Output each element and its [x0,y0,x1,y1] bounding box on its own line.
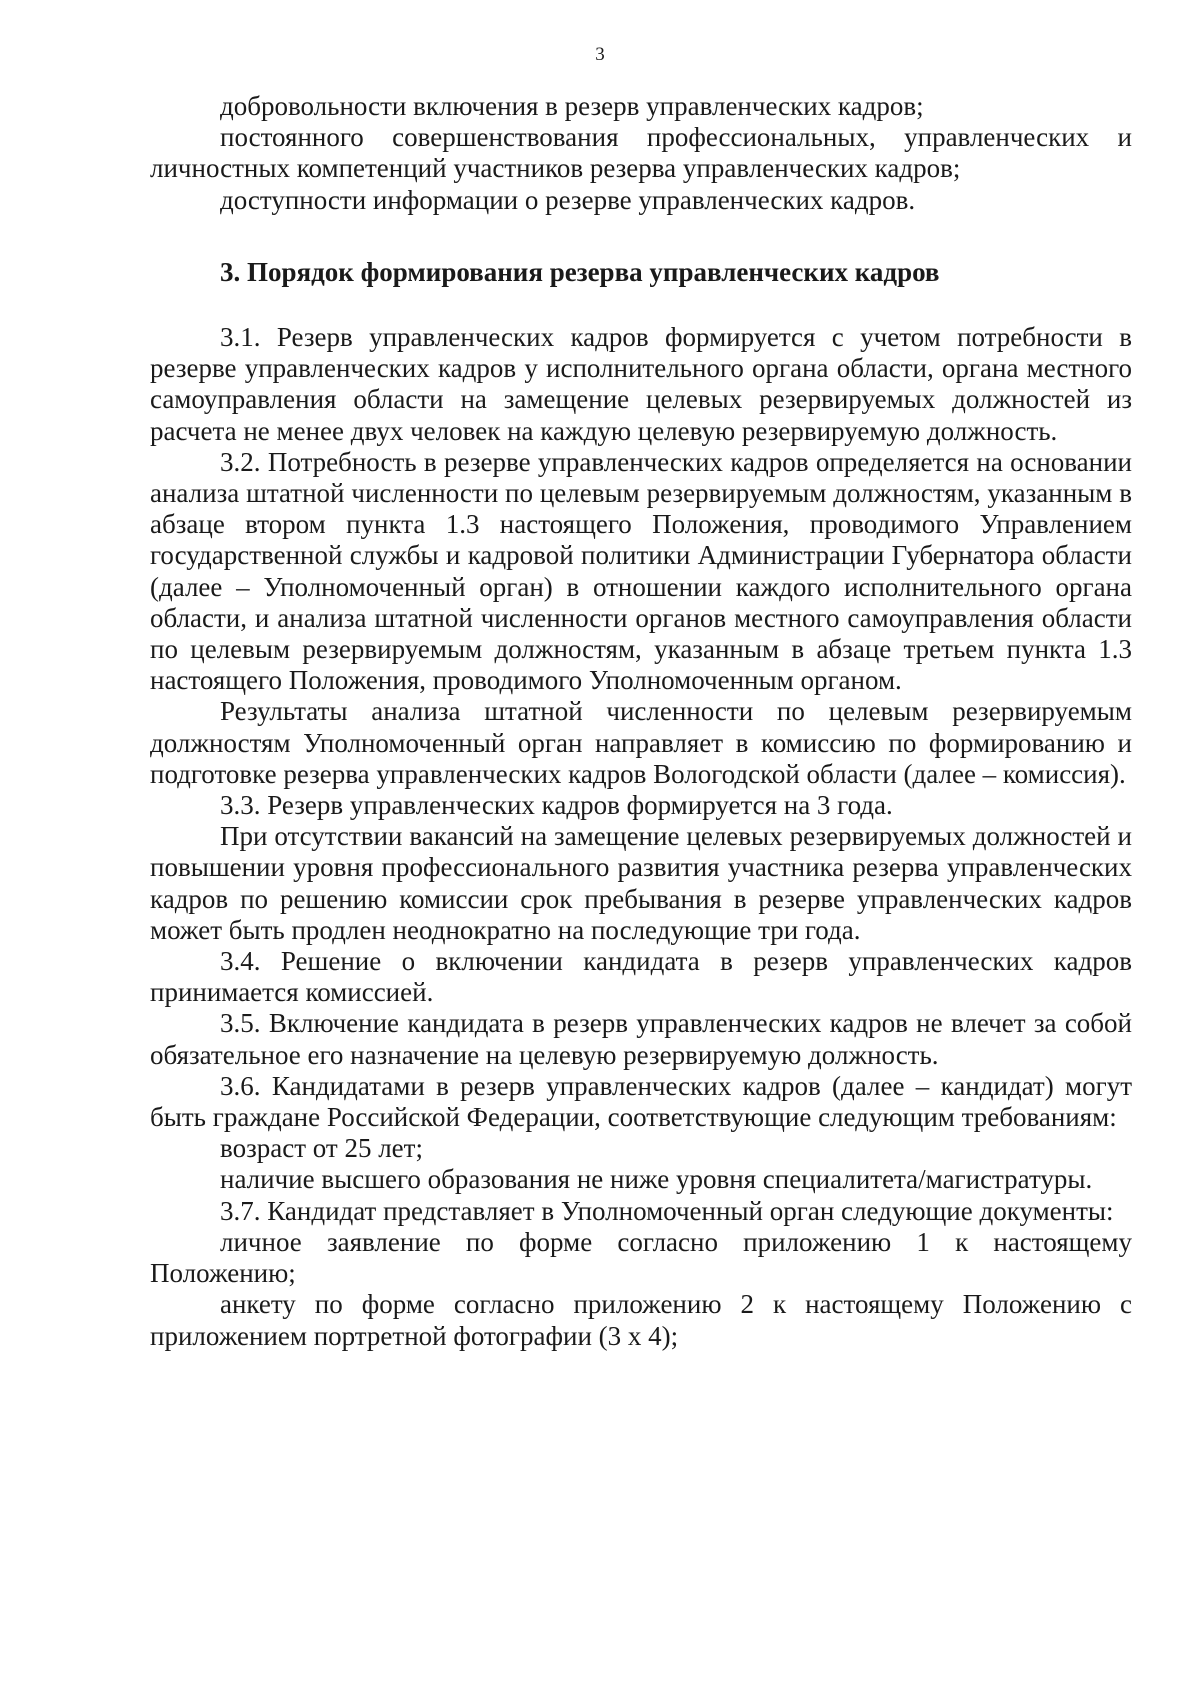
document-questionnaire: анкету по форме согласно приложению 2 к настоящему Положению с приложением портретной фотографии (3 х 4); [150,1289,1132,1351]
intro-paragraph: добровольности включения в резерв управленческих кадров; [220,91,924,121]
page-number: 3 [595,44,605,65]
paragraph-3-1: 3.1. Резерв управленческих кадров формируется с учетом потребности в резерве управленческих кадров у исполнительного органа области, органа местного самоуправления области на замещение целевых резервируемых должностей из расчета не менее двух человек на каждую целевую резервируемую должность. [150,322,1132,446]
paragraph-3-5: 3.5. Включение кандидата в резерв управленческих кадров не влечет за собой обязательное его назначение на целевую резервируемую должность. [150,1008,1132,1070]
paragraph-3-2: 3.2. Потребность в резерве управленческих кадров определяется на основании анализа штатной численности по целевым резервируемым должностям, указанным в абзаце втором пункта 1.3 настоящего Положения, проводимого Управлением государственной службы и кадровой политики Администрации Губернатора области (далее – Уполномоченный орган) в отношении каждого исполнительного органа области, и анализа штатной численности органов местного самоуправления области по целевым резервируемым должностям, указанным в абзаце третьем пункта 1.3 настоящего Положения, проводимого Уполномоченным органом. [150,446,1132,696]
paragraph-results: Результаты анализа штатной численности по целевым резервируемым должностям Уполномоченный орган направляет в комиссию по формированию и подготовке резерва управленческих кадров Вологодской области (далее – комиссия). [150,696,1132,789]
paragraph-3-7: 3.7. Кандидат представляет в Уполномоченный орган следующие документы: [220,1195,1114,1226]
paragraph-vacancies: При отсутствии вакансий на замещение целевых резервируемых должностей и повышении уровня профессионального развития участника резерва управленческих кадров по решению комиссии срок пребывания в резерве управленческих кадров может быть продлен неоднократно на последующие три года. [150,821,1132,945]
intro-paragraph: доступности информации о резерве управленческих кадров. [220,184,916,215]
section-body [150,322,1132,1352]
intro-list [150,91,1132,216]
document-application: личное заявление по форме согласно приложению 1 к настоящему Положению; [150,1226,1132,1289]
intro-paragraph: постоянного совершенствования профессиональных, управленческих и личностных компетенций участников резерва управленческих кадров; [150,122,1132,184]
requirement-age: возраст от 25 лет; [220,1133,423,1164]
paragraph-3-6: 3.6. Кандидатами в резерв управленческих кадров (далее – кандидат) могут быть граждане Российской Федерации, соответствующие следующим требованиям: [150,1070,1132,1133]
paragraph-3-3: 3.3. Резерв управленческих кадров формируется на 3 года. [220,790,893,821]
section-heading: 3. Порядок формирования резерва управленческих кадров [220,257,940,287]
requirement-education: наличие высшего образования не ниже уровня специалитета/магистратуры. [220,1164,1093,1195]
paragraph-3-4: 3.4. Решение о включении кандидата в резерв управленческих кадров принимается комиссией. [150,946,1132,1008]
